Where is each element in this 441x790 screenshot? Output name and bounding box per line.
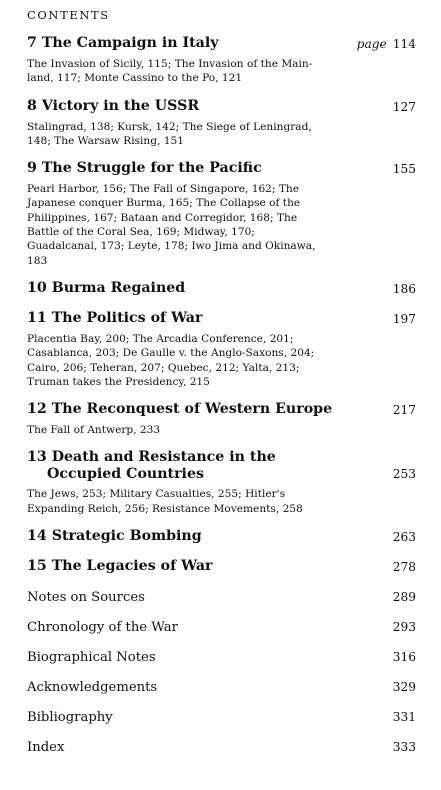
page-number: 155 [392, 162, 416, 177]
chapter-title [27, 449, 276, 483]
back-matter-list [27, 588, 416, 757]
chapter-number: 11 [27, 309, 47, 326]
chapter-summary: The Fall of Antwerp, 233 [27, 424, 161, 437]
chapter-name: The Legacies of War [51, 558, 213, 575]
chapter-summary: Pearl Harbor, 156; The Fall of Singapore, 162; The Japanese conquer Burma, 165; The Collapse of the Philippines, 167; Bataan and Corregidor, 168; The Battle of the Coral Sea, 169; Midway, 170; Guadalcanal, 173; Leyte, 178; Iwo Jima and Okinawa, 183 [27, 183, 316, 267]
page-number [357, 35, 416, 53]
chapter-entry-8[interactable] [27, 98, 416, 149]
page-number: 329 [392, 680, 416, 695]
chapter-name: Strategic Bombing [51, 528, 202, 545]
chapter-number: 7 [27, 35, 37, 51]
back-matter-entry[interactable] [27, 678, 416, 697]
chapter-name: The Struggle for the Pacific [41, 160, 262, 177]
chapter-entry-9[interactable] [27, 160, 416, 268]
contents-heading: CONTENTS [27, 8, 110, 22]
back-matter-title: Index [27, 740, 65, 756]
page-number: 331 [392, 710, 416, 725]
chapter-summary: Stalingrad, 138; Kursk, 142; The Siege of Leningrad, 148; The Warsaw Rising, 151 [27, 120, 312, 147]
back-matter-title: Biographical Notes [27, 650, 156, 666]
back-matter-title: Acknowledgements [27, 680, 158, 696]
page-number: 186 [392, 281, 416, 296]
table-of-contents [27, 8, 416, 768]
chapter-entry-10[interactable] [27, 280, 416, 298]
chapter-name: The Reconquest of Western Europe [51, 401, 333, 418]
back-matter-title: Notes on Sources [27, 590, 145, 606]
chapter-entry-14[interactable] [27, 528, 416, 546]
page-number: 197 [392, 311, 416, 326]
chapter-title [27, 280, 185, 297]
page-label: page [356, 37, 387, 51]
chapter-summary: The Jews, 253; Military Casualties, 255; Hitler's Expanding Reich, 256; Resistance Movements, 258 [27, 488, 303, 515]
chapter-title [27, 558, 213, 575]
back-matter-title: Chronology of the War [27, 620, 178, 636]
chapter-title [27, 528, 202, 545]
page-number: 253 [392, 467, 416, 482]
chapter-name: Victory in the USSR [41, 97, 200, 114]
chapter-entry-7[interactable] [27, 35, 416, 86]
page-number: 316 [392, 650, 416, 665]
chapter-title [27, 160, 262, 177]
chapter-entry-13[interactable] [27, 449, 416, 516]
chapter-summary: Placentia Bay, 200; The Arcadia Conference, 201; Casablanca, 203; De Gaulle v. the Anglo-Saxons, 204; Cairo, 206; Teheran, 207; Quebec, 212; Yalta, 213; Truman takes the Presidency, 215 [27, 332, 315, 388]
chapter-name-line-2: Occupied Countries [47, 466, 204, 483]
page-number: 127 [392, 99, 416, 114]
back-matter-entry[interactable] [27, 588, 416, 607]
page-number: 293 [392, 620, 416, 635]
page-value: 114 [392, 37, 416, 51]
page-number: 263 [392, 530, 416, 545]
back-matter-entry[interactable] [27, 738, 416, 757]
chapter-number: 8 [27, 97, 37, 114]
chapter-number: 12 [27, 401, 47, 418]
back-matter-title: Bibliography [27, 710, 113, 726]
page-number: 289 [392, 590, 416, 605]
chapter-title [27, 401, 332, 418]
chapter-entry-11[interactable] [27, 310, 416, 389]
chapter-title [27, 310, 202, 327]
chapter-number: 10 [27, 279, 47, 296]
back-matter-entry[interactable] [27, 708, 416, 727]
chapter-title [27, 35, 219, 52]
chapter-entry-15[interactable] [27, 558, 416, 576]
page-number: 333 [392, 740, 416, 755]
back-matter-entry[interactable] [27, 618, 416, 637]
chapter-number: 14 [27, 528, 47, 545]
chapter-name: The Campaign in Italy [41, 35, 219, 51]
chapter-number: 13 [27, 449, 47, 466]
chapter-name: The Politics of War [51, 309, 203, 326]
chapter-entry-12[interactable] [27, 401, 416, 437]
page-number: 278 [392, 560, 416, 575]
chapter-summary: The Invasion of Sicily, 115; The Invasion of the Mainland, 117; Monte Cassino to the Po, 121 [27, 58, 313, 85]
page-number: 217 [392, 403, 416, 418]
chapter-name: Burma Regained [51, 279, 186, 296]
back-matter-entry[interactable] [27, 648, 416, 667]
chapter-number: 15 [27, 558, 47, 575]
chapter-number: 9 [27, 160, 37, 177]
chapter-title [27, 98, 199, 115]
chapter-name-line-1: Death and Resistance in the [51, 449, 276, 466]
